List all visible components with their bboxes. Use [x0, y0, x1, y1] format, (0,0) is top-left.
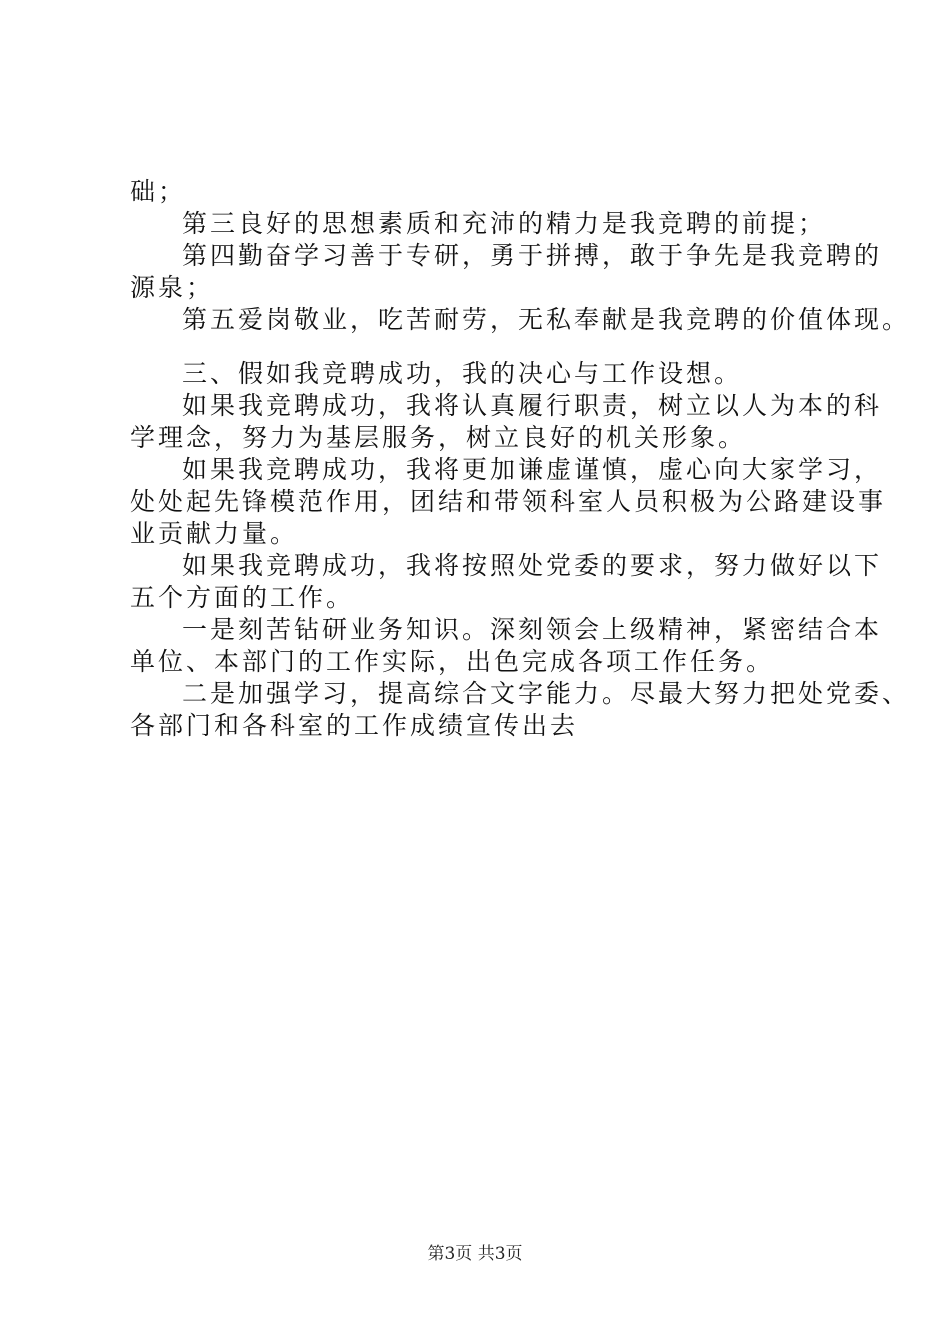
text-line: 处处起先锋模范作用，团结和带领科室人员积极为公路建设事	[130, 487, 887, 516]
text-line: 如果我竞聘成功，我将更加谦虚谨慎，虚心向大家学习，	[182, 455, 883, 484]
text-line: 如果我竞聘成功，我将按照处党委的要求，努力做好以下	[182, 551, 883, 580]
text-line: 学理念，努力为基层服务，树立良好的机关形象。	[130, 423, 747, 452]
text-line: 业贡献力量。	[130, 519, 299, 548]
text-line: 五个方面的工作。	[130, 583, 355, 612]
page-number: 第3页 共3页	[427, 1244, 523, 1264]
text-line: 础；	[130, 177, 187, 206]
text-line: 如果我竞聘成功，我将认真履行职责，树立以人为本的科	[182, 391, 883, 420]
text-line: 一是刻苦钻研业务知识。深刻领会上级精神，紧密结合本	[182, 615, 883, 644]
text-line: 单位、本部门的工作实际，出色完成各项工作任务。	[130, 647, 775, 676]
text-line: 二是加强学习，提高综合文字能力。尽最大努力把处党委、	[182, 679, 911, 708]
text-line: 各部门和各科室的工作成绩宣传出去	[130, 711, 579, 740]
text-line: 第五爱岗敬业，吃苦耐劳，无私奉献是我竞聘的价值体现。	[182, 305, 911, 334]
section-heading: 三、假如我竞聘成功，我的决心与工作设想。	[182, 359, 743, 388]
text-line: 第三良好的思想素质和充沛的精力是我竞聘的前提；	[182, 209, 827, 238]
text-line: 第四勤奋学习善于专研，勇于拼搏，敢于争先是我竞聘的	[182, 241, 883, 270]
text-line: 源泉；	[130, 273, 215, 302]
